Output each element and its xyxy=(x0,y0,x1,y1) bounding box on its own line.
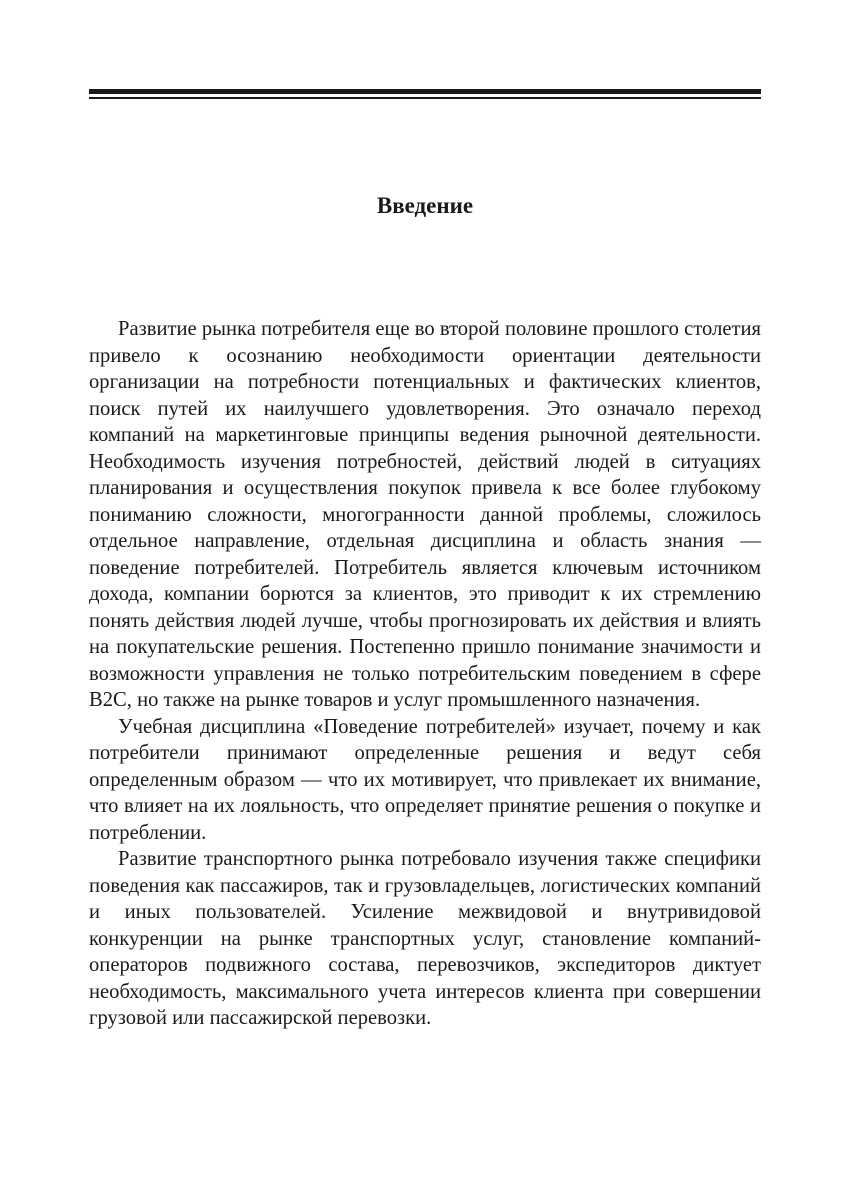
paragraph-3: Развитие транспортного рынка потребовало изучения также специфики поведения как пассажиров, так и грузовладельцев, логистических компаний и иных пользователей. Усиление межвидовой и внутривидовой конкуренции на рынке транспортных услуг, становление компаний-операторов подвижного состава, перевозчиков, экспедиторов диктует необходимость, максимального учета интересов клиента при совершении грузовой или пассажирской перевозки. xyxy=(89,848,761,1029)
paragraph-2: Учебная дисциплина «Поведение потребителей» изучает, почему и как потребители принимают определенные решения и ведут себя определенным образом — что их мотивирует, что привлекает их внимание, что влияет на их лояльность, что определяет принятие решения о покупке и потреблении. xyxy=(89,715,761,844)
paragraph-1: Развитие рынка потребителя еще во второй половине прошлого столетия привело к осознанию необходимости ориентации деятельности организации на потребности потенциальных и фактических клиентов, поиск путей их наилучшего удовлетворения. Это означало переход компаний на маркетинговые принципы ведения рыночной деятельности. Необходимость изучения потребностей, действий людей в ситуациях планирования и осуществления покупок привела к все более глубокому пониманию сложности, многогранности данной проблемы, сложилось отдельное направление, отдельная дисциплина и область знания — поведение потребителей. Потребитель является ключевым источником дохода, компании борются за клиентов, это приводит к их стремлению понять действия людей лучше, чтобы прогнозировать их действия и влиять на покупательские решения. Постепенно пришло понимание значимости и возможности управления не только потребительским поведением в сфере B2C, но также на рынке товаров и услуг промышленного назначения. xyxy=(89,318,761,711)
header-rule-thin xyxy=(89,97,761,99)
chapter-body xyxy=(89,316,761,1032)
chapter-title: Введение xyxy=(376,193,474,218)
header-rule-thick xyxy=(89,89,761,94)
